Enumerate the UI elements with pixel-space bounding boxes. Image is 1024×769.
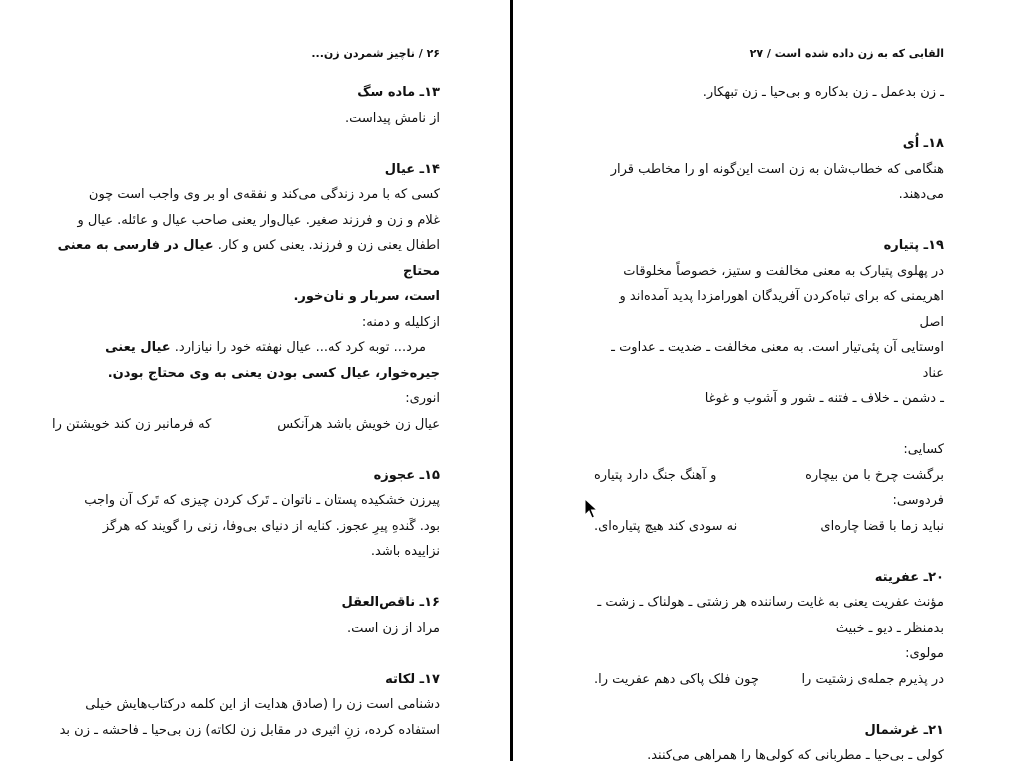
section-19-line: ـ دشمن ـ خلاف ـ فتنه ـ شور و آشوب و غوغا xyxy=(704,391,944,406)
section-19-verse xyxy=(594,514,944,540)
section-19-title: ۱۹ـ پتیاره xyxy=(883,238,944,253)
section-14-bold: عیال در فارسی به معنی محتاج xyxy=(57,238,440,279)
section-20-verse xyxy=(594,667,944,693)
section-20-line: مؤنث عفریت یعنی به غایت رساننده هر زشتی ـ هولناک ـ زشت ـ xyxy=(597,595,944,610)
verse-hemistich: در پذیرم جمله‌ی زشتیت را xyxy=(801,671,944,687)
section-14-line: کسی که با مرد زندگی می‌کند و نفقه‌ی او بر وی واجب است چون xyxy=(88,187,440,202)
section-17-line: دشنامی است زن را (صادق هدایت از این کلمه درکتاب‌هایش خیلی xyxy=(85,697,440,712)
section-14-line: غلام و زن و فرزند صغیر. عیال‌وار یعنی صاحب عیال و عائله. عیال و xyxy=(77,212,440,228)
section-20-title: ۲۰ـ عفریته xyxy=(874,569,944,585)
section-20-line: بدمنظر ـ دیو ـ خبیث xyxy=(835,620,944,636)
section-20-poet: مولوی: xyxy=(905,646,944,661)
section-16-title: ۱۶ـ ناقص‌العقل xyxy=(341,595,440,610)
section-17-title: ۱۷ـ لکاته xyxy=(385,671,440,687)
section-18-line: می‌دهند. xyxy=(898,187,944,202)
verse-hemistich: برگشت چرخ با من بیچاره xyxy=(805,467,944,483)
section-15-line: نزاییده باشد. xyxy=(370,544,440,559)
section-15-line: بود. گَندهِ پیرِ عجوز. کنایه از دنیای بی‌وفا، زنی را گویند که هرگز xyxy=(102,518,440,534)
section-17-line: استفاده کرده، زنِ اثیری در مقابل زن لکاته) زن بی‌حیا ـ فاحشه ـ زن بد xyxy=(59,722,440,738)
page-divider xyxy=(510,0,513,761)
section-13-text: از نامش پیداست. xyxy=(344,110,440,126)
section-14-text: اطفال یعنی زن و فرزند. یعنی کس و کار. xyxy=(213,238,440,253)
section-21-line: کولی ـ بی‌حیا ـ مطربانی که کولی‌ها را همراهی می‌کنند. xyxy=(647,748,944,763)
section-18-line: هنگامی که خطاب‌شان به زن است این‌گونه او را مخاطب قرار xyxy=(610,161,944,177)
continued-text: ـ زن بدعمل ـ زن بدکاره و بی‌حیا ـ زن تبهکار. xyxy=(702,85,944,100)
section-19-line: اهریمنی که برای تباه‌کردن آفریدگان اهورامزدا پدید آمده‌اند و اصل xyxy=(619,289,944,330)
section-14-text: مرد... توبه کرد که... عیال نهفته خود را نیازارد. xyxy=(170,340,426,355)
mouse-pointer-icon xyxy=(584,498,598,520)
section-19-line: اوستایی آن پئی‌تیار است. به معنی مخالفت ـ ضدیت ـ عداوت ـ عناد xyxy=(611,340,944,381)
verse-hemistich: چون فلک پاکی دهم عفریت را. xyxy=(594,671,759,687)
section-14-poet: انوری: xyxy=(405,391,440,406)
right-page-body xyxy=(594,80,944,769)
verse-hemistich: عیال زن خویش باشد هرآنکس xyxy=(277,416,440,432)
section-16-text: مراد از زن است. xyxy=(346,620,440,636)
section-19-poet: کسایی: xyxy=(903,442,944,457)
section-14-line xyxy=(52,233,440,284)
left-page-header: ۲۶ / ناچیز شمردن زن... xyxy=(311,47,440,60)
section-21-title: ۲۱ـ غرشمال xyxy=(864,722,944,738)
section-14-line: ازکلیله و دمنه: xyxy=(361,314,440,330)
section-14-line: است، سربار و نان‌خور. xyxy=(293,289,440,304)
verse-hemistich: نباید زما با قضا چاره‌ای xyxy=(820,518,944,534)
section-14-verse xyxy=(52,412,440,438)
verse-hemistich: و آهنگ جنگ دارد پتیاره xyxy=(594,467,717,483)
right-page-header: القابی که به زن داده شده است / ۲۷ xyxy=(749,47,944,60)
section-13-title: ۱۳ـ ماده سگ xyxy=(357,85,440,100)
section-14-title: ۱۴ـ عیال xyxy=(384,161,440,177)
section-15-line: پیرزن خشکیده پستان ـ ناتوان ـ تَرک کردن چیزی که تَرک آن واجب xyxy=(84,493,440,508)
right-page xyxy=(516,0,1024,761)
section-15-title: ۱۵ـ عجوزه xyxy=(373,467,440,483)
section-19-line: در پهلوی پتیارک به معنی مخالفت و ستیز، خصوصاً مخلوقات xyxy=(623,263,944,279)
section-19-poet: فردوسی: xyxy=(892,493,944,508)
verse-hemistich: که فرمانبر زن کند خویشتن را xyxy=(52,416,212,432)
left-page-body xyxy=(52,80,440,743)
left-page xyxy=(0,0,510,761)
section-18-title: ۱۸ـ اُی xyxy=(902,136,944,151)
section-19-verse xyxy=(594,463,944,489)
section-14-line xyxy=(52,335,440,361)
section-14-line: جیره‌خوار، عیال کسی بودن یعنی به وی محتاج بودن. xyxy=(107,365,440,381)
verse-hemistich: نه سودی کند هیچ پتیاره‌ای. xyxy=(594,518,738,534)
section-14-bold: عیال یعنی xyxy=(105,340,171,355)
